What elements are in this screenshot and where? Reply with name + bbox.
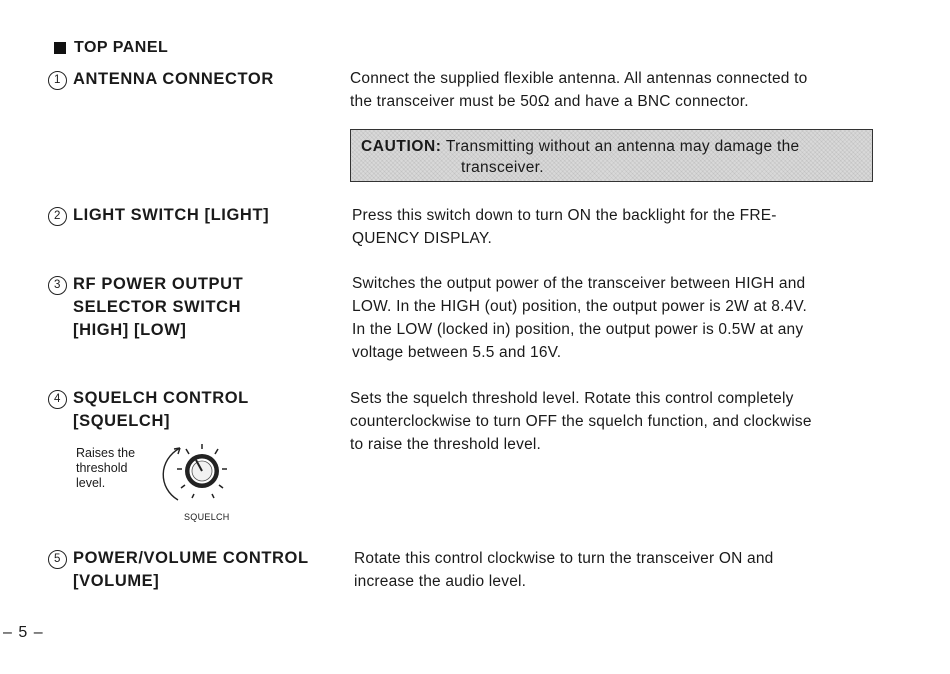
- caution-label: CAUTION:: [361, 138, 442, 155]
- circled-number-3: 3: [48, 276, 67, 295]
- squelch-figure-note: Raises the threshold level.: [76, 446, 136, 490]
- item-4-description: Sets the squelch threshold level. Rotate this control completely counterclockwise to turn OFF the squelch function, and clockwise to raise the threshold level.: [350, 390, 812, 453]
- item-4-heading: 4 SQUELCH CONTROL [SQUELCH]: [48, 387, 249, 433]
- caution-text-line2: transceiver.: [461, 159, 544, 176]
- caution-box: [350, 129, 873, 182]
- squelch-knob-label: SQUELCH: [184, 512, 230, 522]
- item-1-description: Connect the supplied flexible antenna. All antennas connected to the transceiver must be 50Ω and have a BNC connector.: [350, 70, 808, 110]
- item-3-heading: 3 RF POWER OUTPUT SELECTOR SWITCH [HIGH] [LOW]: [48, 273, 243, 342]
- item-2-heading: 2 LIGHT SWITCH [LIGHT]: [48, 204, 269, 227]
- circled-number-2: 2: [48, 207, 67, 226]
- item-5-description: Rotate this control clockwise to turn the transceiver ON and increase the audio level.: [354, 550, 774, 590]
- section-title: [54, 39, 168, 57]
- circled-number-1: 1: [48, 71, 67, 90]
- squelch-figure: [74, 438, 274, 528]
- item-3-description: Switches the output power of the transceiver between HIGH and LOW. In the HIGH (out) position, the output power is 2W at 8.4V. In the LOW (locked in) position, the output power is 0.5W at any voltage between 5.5 and 16V.: [352, 275, 808, 361]
- page-number: – 5 –: [3, 624, 44, 641]
- filled-square-icon: [54, 42, 66, 54]
- section-title-text: TOP PANEL: [74, 39, 169, 56]
- circled-number-5: 5: [48, 550, 67, 569]
- item-1-heading: 1 ANTENNA CONNECTOR: [48, 68, 274, 91]
- item-5-heading: 5 POWER/VOLUME CONTROL [VOLUME]: [48, 547, 309, 593]
- caution-text-line1: Transmitting without an antenna may damage the: [445, 138, 800, 155]
- item-2-description: Press this switch down to turn ON the backlight for the FRE- QUENCY DISPLAY.: [352, 207, 777, 247]
- circled-number-4: 4: [48, 390, 67, 409]
- rotary-knob-icon: [156, 438, 256, 514]
